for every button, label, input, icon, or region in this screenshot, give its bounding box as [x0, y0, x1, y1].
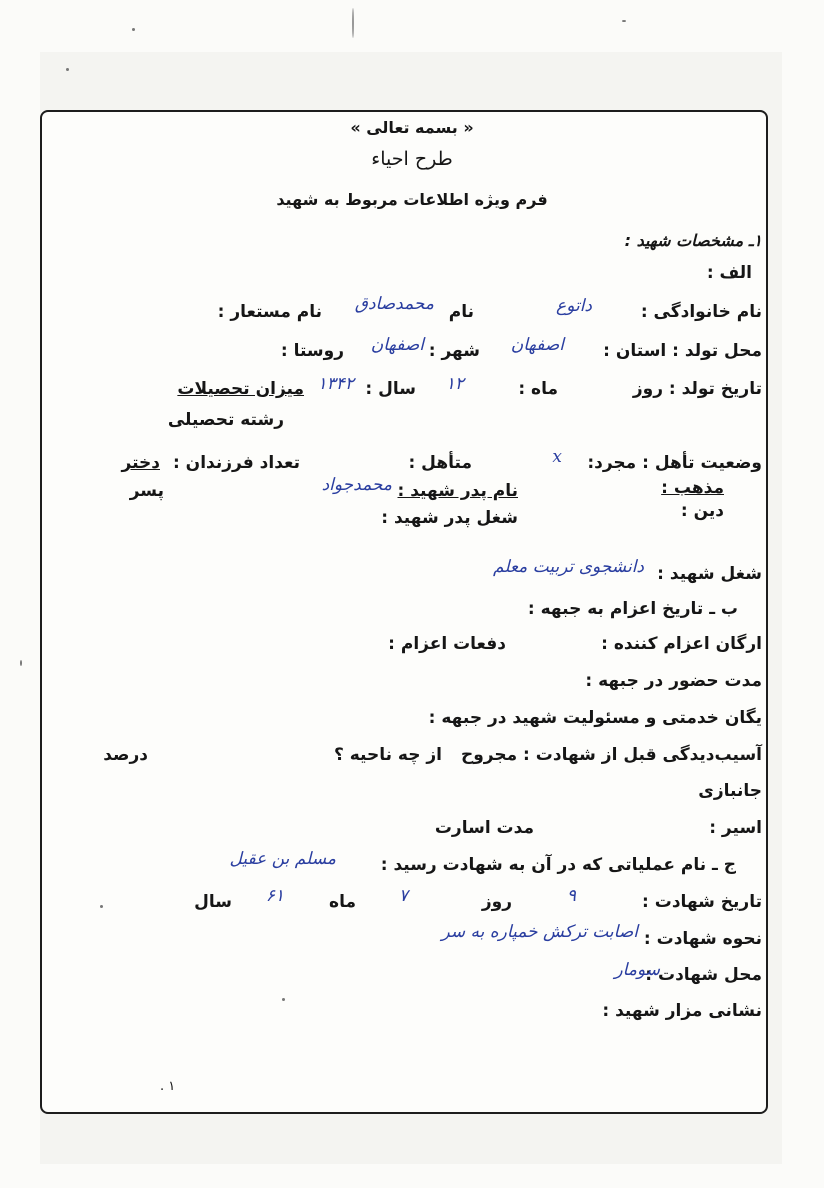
captive-label: اسیر : — [709, 818, 762, 838]
father-job-label: شغل پدر شهید : — [381, 508, 518, 528]
faith-label: دین : — [680, 501, 724, 521]
martyrdom-place-value: سومار — [614, 960, 660, 980]
dispatch-count-label: دفعات اعزام : — [388, 634, 506, 654]
section1-heading: ۱ـ مشخصات شهید : — [624, 231, 762, 250]
marital-status-label: وضعیت تأهل : مجرد: — [587, 453, 762, 473]
form-title: فرم ویژه اطلاعات مربوط به شهید — [276, 190, 548, 209]
section-b-heading: ب ـ تاریخ اعزام به جبهه : — [527, 599, 738, 619]
scan-speck — [282, 998, 285, 1001]
martyrdom-place-label: محل شهادت : — [645, 965, 762, 985]
scan-speck — [100, 905, 103, 908]
scan-speck — [66, 68, 69, 71]
dob-year-value: ۱۳۴۲ — [317, 374, 354, 394]
scan-speck — [132, 28, 135, 31]
education-label: میزان تحصیلات — [177, 379, 304, 399]
bismillah-header: « بسمه تعالی » — [350, 118, 474, 137]
father-name-value: محمدجواد — [321, 475, 392, 495]
religion-label: مذهب : — [661, 478, 724, 498]
operation-label: ج ـ نام عملیاتی که در آن به شهادت رسید : — [380, 855, 736, 875]
province-value: اصفهان — [510, 335, 564, 355]
martyrdom-day-value: ۹ — [566, 886, 576, 906]
martyrdom-month-label: ماه — [329, 892, 356, 912]
sub-a-label: الف : — [706, 263, 752, 283]
scan-speck — [622, 20, 626, 22]
sons-label: پسر — [129, 481, 164, 501]
dob-year-label: سال : — [365, 379, 416, 399]
married-label: متأهل : — [408, 453, 472, 473]
city-label: شهر : — [428, 341, 480, 361]
martyrdom-month-value: ۷ — [398, 886, 408, 906]
single-mark: x — [552, 447, 562, 467]
dob-month-value: ۱۲ — [445, 374, 464, 394]
field-of-study-label: رشته تحصیلی — [167, 410, 284, 430]
father-name-label: نام پدر شهید : — [397, 481, 518, 501]
percent-label: درصد — [103, 745, 148, 765]
first-name-value: محمدصادق — [354, 294, 434, 314]
scan-speck — [20, 660, 22, 666]
project-title: طرح احیاء — [371, 148, 453, 170]
martyrdom-date-label: تاریخ شهادت : — [642, 892, 762, 912]
birthplace-label: محل تولد : استان : — [603, 341, 762, 361]
dob-day-label: تاریخ تولد : روز — [632, 379, 762, 399]
injury-area-label: از چه ناحیه ؟ — [333, 745, 442, 765]
family-name-label: نام خانوادگی : — [640, 302, 762, 322]
dispatch-org-label: ارگان اعزام کننده : — [601, 634, 762, 654]
dob-month-label: ماه : — [518, 379, 558, 399]
veteran-label: جانبازی — [698, 781, 762, 801]
city-value: اصفهان — [370, 335, 424, 355]
martyrdom-year-value: ۶۱ — [265, 886, 284, 906]
unit-responsibility-label: یگان خدمتی و مسئولیت شهید در جبهه : — [428, 708, 762, 728]
page-mark: ۱ . — [160, 1079, 176, 1094]
children-count-label: تعداد فرزندان : — [172, 453, 300, 473]
operation-value: مسلم بن عقیل — [229, 849, 336, 869]
martyrdom-manner-value: اصابت ترکش خمپاره به سر — [441, 922, 638, 942]
martyrdom-day-label: روز — [481, 892, 512, 912]
captivity-duration-label: مدت اسارت — [434, 818, 534, 838]
scan-speck — [352, 8, 354, 38]
martyrdom-year-label: سال — [194, 892, 232, 912]
martyr-job-value: دانشجوی تربیت معلم — [493, 557, 644, 577]
village-label: روستا : — [280, 341, 344, 361]
alias-label: نام مستعار : — [217, 302, 322, 322]
first-name-label: نام — [448, 302, 474, 322]
front-duration-label: مدت حضور در جبهه : — [585, 671, 762, 691]
grave-address-label: نشانی مزار شهید : — [602, 1001, 762, 1021]
martyrdom-manner-label: نحوه شهادت : — [643, 929, 762, 949]
daughters-label: دختر — [121, 453, 160, 473]
martyr-job-label: شغل شهید : — [657, 564, 762, 584]
family-name-value: داتوع — [556, 296, 592, 316]
injury-label: آسیب‌دیدگی قبل از شهادت : مجروح — [460, 745, 762, 765]
